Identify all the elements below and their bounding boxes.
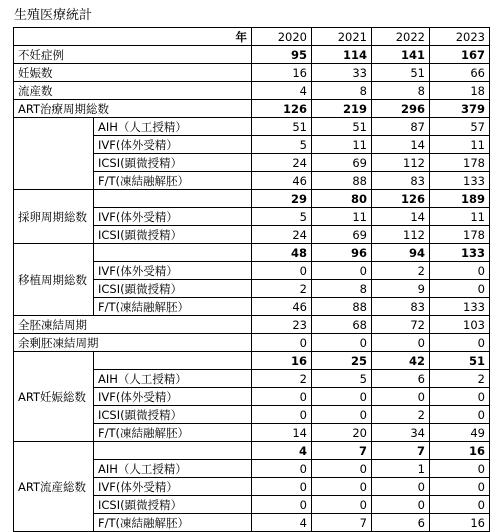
value-cell: 0 xyxy=(252,334,312,352)
value-cell: 379 xyxy=(430,100,490,118)
value-cell: 87 xyxy=(372,118,430,136)
sub-row-label: ICSI(顕微授精） xyxy=(94,226,252,244)
value-cell: 68 xyxy=(312,316,372,334)
value-cell: 0 xyxy=(312,262,372,280)
value-cell: 83 xyxy=(372,298,430,316)
value-cell: 24 xyxy=(252,226,312,244)
value-cell: 0 xyxy=(312,460,372,478)
value-cell: 57 xyxy=(430,118,490,136)
value-cell: 2 xyxy=(372,406,430,424)
value-cell: 2 xyxy=(430,370,490,388)
year-header: 2021 xyxy=(312,28,372,46)
page-title: 生殖医療統計 xyxy=(14,8,93,23)
value-cell: 0 xyxy=(252,262,312,280)
value-cell: 4 xyxy=(252,442,312,460)
table-row xyxy=(14,100,490,118)
value-cell: 4 xyxy=(252,82,312,100)
value-cell: 0 xyxy=(252,388,312,406)
value-cell: 167 xyxy=(430,46,490,64)
group-label: ART流産総数 xyxy=(14,442,94,532)
empty-label-cell xyxy=(14,118,94,190)
value-cell: 0 xyxy=(312,478,372,496)
value-cell: 46 xyxy=(252,172,312,190)
value-cell: 8 xyxy=(372,82,430,100)
value-cell: 7 xyxy=(312,442,372,460)
value-cell: 126 xyxy=(252,100,312,118)
empty-sub-label xyxy=(94,352,252,370)
table-row xyxy=(14,46,490,64)
value-cell: 5 xyxy=(252,208,312,226)
table-row xyxy=(14,64,490,82)
row-label: 余剰胚凍結周期 xyxy=(14,334,252,352)
sub-row-label: F/T(凍結融解胚） xyxy=(94,172,252,190)
sub-row-label: ICSI(顕微授精） xyxy=(94,496,252,514)
value-cell: 0 xyxy=(430,280,490,298)
year-header-label: 年 xyxy=(14,28,252,46)
table-row xyxy=(14,82,490,100)
value-cell: 0 xyxy=(252,406,312,424)
value-cell: 7 xyxy=(312,514,372,532)
value-cell: 83 xyxy=(372,172,430,190)
table-row xyxy=(14,316,490,334)
table-row xyxy=(14,118,490,136)
value-cell: 0 xyxy=(372,334,430,352)
sub-row-label: F/T(凍結融解胚） xyxy=(94,298,252,316)
value-cell: 69 xyxy=(312,154,372,172)
group-total-row xyxy=(14,244,490,262)
value-cell: 0 xyxy=(372,478,430,496)
value-cell: 29 xyxy=(252,190,312,208)
value-cell: 4 xyxy=(252,514,312,532)
value-cell: 23 xyxy=(252,316,312,334)
value-cell: 14 xyxy=(252,424,312,442)
sub-row-label: IVF(体外受精） xyxy=(94,262,252,280)
value-cell: 14 xyxy=(372,136,430,154)
value-cell: 0 xyxy=(430,262,490,280)
value-cell: 72 xyxy=(372,316,430,334)
value-cell: 66 xyxy=(430,64,490,82)
sub-row-label: AIH（人工授精） xyxy=(94,118,252,136)
value-cell: 5 xyxy=(252,136,312,154)
value-cell: 88 xyxy=(312,172,372,190)
sub-row-label: F/T(凍結融解胚） xyxy=(94,514,252,532)
value-cell: 69 xyxy=(312,226,372,244)
sub-row-label: IVF(体外受精） xyxy=(94,136,252,154)
value-cell: 11 xyxy=(312,208,372,226)
value-cell: 18 xyxy=(430,82,490,100)
row-label: 不妊症例 xyxy=(14,46,252,64)
value-cell: 6 xyxy=(372,370,430,388)
value-cell: 51 xyxy=(430,352,490,370)
value-cell: 0 xyxy=(430,388,490,406)
value-cell: 0 xyxy=(430,460,490,478)
value-cell: 0 xyxy=(252,478,312,496)
row-label: 妊娠数 xyxy=(14,64,252,82)
value-cell: 24 xyxy=(252,154,312,172)
value-cell: 51 xyxy=(252,118,312,136)
value-cell: 88 xyxy=(312,298,372,316)
value-cell: 8 xyxy=(312,280,372,298)
group-label: ART妊娠総数 xyxy=(14,352,94,442)
value-cell: 48 xyxy=(252,244,312,262)
value-cell: 133 xyxy=(430,172,490,190)
table-row xyxy=(14,334,490,352)
value-cell: 2 xyxy=(372,262,430,280)
value-cell: 178 xyxy=(430,154,490,172)
group-total-row xyxy=(14,352,490,370)
sub-row-label: IVF(体外受精） xyxy=(94,208,252,226)
row-label: ART治療周期総数 xyxy=(14,100,252,118)
value-cell: 5 xyxy=(312,370,372,388)
value-cell: 133 xyxy=(430,298,490,316)
value-cell: 11 xyxy=(430,208,490,226)
value-cell: 16 xyxy=(252,64,312,82)
value-cell: 178 xyxy=(430,226,490,244)
value-cell: 0 xyxy=(312,496,372,514)
empty-sub-label xyxy=(94,244,252,262)
value-cell: 96 xyxy=(312,244,372,262)
value-cell: 14 xyxy=(372,208,430,226)
value-cell: 126 xyxy=(372,190,430,208)
value-cell: 33 xyxy=(312,64,372,82)
value-cell: 25 xyxy=(312,352,372,370)
value-cell: 0 xyxy=(312,406,372,424)
value-cell: 94 xyxy=(372,244,430,262)
value-cell: 51 xyxy=(312,118,372,136)
value-cell: 16 xyxy=(430,514,490,532)
value-cell: 112 xyxy=(372,154,430,172)
value-cell: 49 xyxy=(430,424,490,442)
value-cell: 0 xyxy=(252,460,312,478)
value-cell: 141 xyxy=(372,46,430,64)
statistics-table xyxy=(13,27,490,532)
value-cell: 80 xyxy=(312,190,372,208)
value-cell: 20 xyxy=(312,424,372,442)
value-cell: 189 xyxy=(430,190,490,208)
group-label: 採卵周期総数 xyxy=(14,190,94,244)
group-label: 移植周期総数 xyxy=(14,244,94,316)
group-total-row xyxy=(14,190,490,208)
group-total-row xyxy=(14,442,490,460)
value-cell: 0 xyxy=(372,388,430,406)
sub-row-label: F/T(凍結融解胚） xyxy=(94,424,252,442)
value-cell: 0 xyxy=(430,496,490,514)
sub-row-label: IVF(体外受精） xyxy=(94,388,252,406)
year-header: 2023 xyxy=(430,28,490,46)
value-cell: 2 xyxy=(252,370,312,388)
empty-sub-label xyxy=(94,442,252,460)
sub-row-label: AIH（人工授精） xyxy=(94,370,252,388)
value-cell: 0 xyxy=(372,496,430,514)
value-cell: 219 xyxy=(312,100,372,118)
row-label: 全胚凍結周期 xyxy=(14,316,252,334)
sub-row-label: ICSI(顕微授精） xyxy=(94,280,252,298)
value-cell: 103 xyxy=(430,316,490,334)
value-cell: 2 xyxy=(252,280,312,298)
value-cell: 0 xyxy=(430,478,490,496)
value-cell: 11 xyxy=(312,136,372,154)
value-cell: 1 xyxy=(372,460,430,478)
value-cell: 112 xyxy=(372,226,430,244)
value-cell: 296 xyxy=(372,100,430,118)
value-cell: 51 xyxy=(372,64,430,82)
sub-row-label: IVF(体外受精） xyxy=(94,478,252,496)
value-cell: 16 xyxy=(252,352,312,370)
value-cell: 6 xyxy=(372,514,430,532)
value-cell: 0 xyxy=(430,406,490,424)
sub-row-label: AIH（人工授精） xyxy=(94,460,252,478)
value-cell: 11 xyxy=(430,136,490,154)
value-cell: 46 xyxy=(252,298,312,316)
value-cell: 0 xyxy=(312,334,372,352)
value-cell: 95 xyxy=(252,46,312,64)
value-cell: 0 xyxy=(252,496,312,514)
year-header: 2022 xyxy=(372,28,430,46)
year-header: 2020 xyxy=(252,28,312,46)
header-row xyxy=(14,28,490,46)
value-cell: 7 xyxy=(372,442,430,460)
empty-sub-label xyxy=(94,190,252,208)
value-cell: 133 xyxy=(430,244,490,262)
value-cell: 42 xyxy=(372,352,430,370)
value-cell: 16 xyxy=(430,442,490,460)
value-cell: 34 xyxy=(372,424,430,442)
sub-row-label: ICSI(顕微授精） xyxy=(94,406,252,424)
value-cell: 0 xyxy=(430,334,490,352)
value-cell: 0 xyxy=(312,388,372,406)
row-label: 流産数 xyxy=(14,82,252,100)
value-cell: 9 xyxy=(372,280,430,298)
sub-row-label: ICSI(顕微授精） xyxy=(94,154,252,172)
value-cell: 114 xyxy=(312,46,372,64)
value-cell: 8 xyxy=(312,82,372,100)
